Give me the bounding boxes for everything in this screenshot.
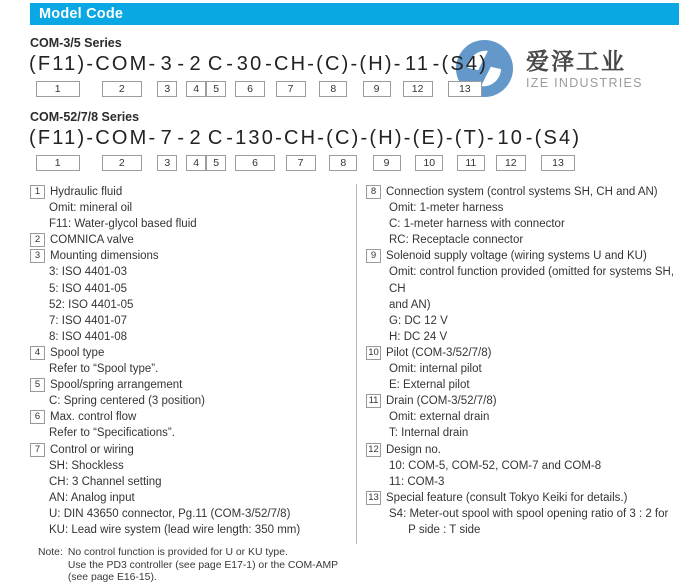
definition-line: SH: Shockless (49, 459, 124, 472)
code-separator: - (177, 127, 187, 149)
series-2-heading: COM-52/7/8 Series (30, 110, 140, 124)
code-segment-text: (F11) (29, 127, 87, 149)
code-separator: - (360, 127, 370, 149)
code-separator: - (177, 53, 187, 75)
definition-line: E: External pilot (389, 379, 470, 392)
definition-title: Spool type (50, 346, 105, 359)
definition-item (30, 377, 354, 409)
definition-title: Pilot (COM-3/52/7/8) (386, 346, 492, 359)
code-segment-text: (H) (359, 53, 394, 75)
code-segment (284, 126, 317, 171)
definition-line: F11: Water-glycol based fluid (49, 218, 197, 231)
code-index-box: 10 (415, 155, 443, 171)
definition-number-box: 10 (366, 346, 381, 360)
code-separator: - (525, 127, 535, 149)
definition-item (366, 248, 676, 345)
code-index-box: 4 (186, 81, 206, 97)
code-index-box: 4 (186, 155, 206, 171)
code-separator: - (317, 127, 327, 149)
code-segment-text: (S4) (534, 127, 582, 149)
code-separator: - (86, 53, 96, 75)
code-index-box: 5 (206, 155, 226, 171)
series-1-heading: COM-3/5 Series (30, 36, 122, 50)
code-segment (157, 52, 177, 97)
model-code-row-1 (29, 52, 488, 97)
code-segment-text: 3 (160, 53, 174, 75)
code-segment (326, 126, 360, 171)
definition-title-row (366, 442, 676, 458)
definition-number-box: 4 (30, 346, 45, 360)
definition-line: P side : T side (389, 523, 481, 536)
definition-line: CH: 3 Channel setting (49, 475, 162, 488)
page-title: Model Code (39, 6, 124, 22)
definition-title-row (30, 232, 354, 248)
code-index-box: 8 (329, 155, 357, 171)
definition-line: 3: ISO 4401-03 (49, 266, 127, 279)
definition-number-box: 9 (366, 249, 381, 263)
definition-line: 8: ISO 4401-08 (49, 330, 127, 343)
code-segment-text: 2 (189, 53, 203, 75)
code-index-box: 1 (36, 155, 80, 171)
definition-number-box: 2 (30, 233, 45, 247)
code-segment (316, 52, 350, 97)
code-separator: - (275, 127, 284, 149)
definition-number-box: 13 (366, 491, 381, 505)
definition-title-row (366, 345, 676, 361)
definition-number-box: 3 (30, 249, 45, 263)
code-separator: - (265, 53, 274, 75)
note-line: No control function is provided for U or KU type. (67, 547, 288, 559)
code-separator: - (226, 127, 236, 149)
definition-number-box: 11 (366, 394, 381, 408)
definition-item (366, 442, 676, 490)
code-segment (535, 126, 582, 171)
code-separator: - (226, 53, 236, 75)
code-separator: - (432, 53, 442, 75)
note-label: Note: (38, 547, 63, 559)
definition-title-row (30, 377, 354, 393)
definition-line: Omit: internal pilot (389, 363, 482, 376)
definition-item (366, 490, 676, 538)
code-segment (235, 126, 275, 171)
code-index-box: 13 (448, 81, 482, 97)
code-segment (455, 126, 487, 171)
code-segment (157, 126, 177, 171)
definition-line: 11: COM-3 (389, 475, 445, 488)
definition-title: COMNICA valve (50, 234, 134, 247)
code-segment-text: (C) (326, 127, 361, 149)
definition-line: Omit: mineral oil (49, 202, 133, 215)
definition-line: RC: Receptacle connector (389, 234, 524, 247)
definitions-right-column (366, 184, 676, 538)
definition-line: 5: ISO 4401-05 (49, 282, 127, 295)
definition-line: G: DC 12 V (389, 314, 448, 327)
code-segment-text: COM (95, 127, 149, 149)
code-segment-text: (S4) (441, 53, 489, 75)
section-header-bar (30, 3, 679, 25)
definition-title: Connection system (control systems SH, CH and AN) (386, 186, 658, 198)
code-index-box: 11 (457, 155, 485, 171)
code-segment (206, 52, 226, 97)
definition-line: Omit: external drain (389, 411, 490, 424)
definition-title-row (30, 248, 354, 264)
code-segment-text: (T) (454, 127, 487, 149)
code-index-box: 3 (157, 155, 177, 171)
definition-title: Mounting dimensions (50, 250, 159, 263)
code-segment-text: 2 (189, 127, 203, 149)
code-segment-text: 7 (160, 127, 174, 149)
definition-title: Hydraulic fluid (50, 186, 123, 198)
logo-chinese-name: 爱泽工业 (526, 47, 626, 74)
code-segment (413, 126, 446, 171)
definition-item (366, 393, 676, 441)
definition-title-row (30, 442, 354, 458)
definition-number-box: 7 (30, 443, 45, 457)
code-separator: - (307, 53, 317, 75)
note-lines (68, 547, 354, 585)
code-index-box: 1 (36, 81, 80, 97)
definition-line: Omit: 1-meter harness (389, 202, 504, 215)
definition-line: 10: COM-5, COM-52, COM-7 and COM-8 (389, 459, 602, 472)
code-segment-text: CH (283, 127, 318, 149)
column-divider (356, 184, 357, 544)
code-segment-text: (C) (316, 53, 351, 75)
code-separator: - (86, 127, 96, 149)
definition-line: T: Internal drain (389, 427, 469, 440)
code-index-box: 6 (235, 81, 265, 97)
definition-item (366, 345, 676, 393)
definition-item (366, 184, 676, 248)
definition-line: KU: Lead wire system (lead wire length: 350 mm) (49, 523, 301, 536)
code-segment (186, 126, 206, 171)
code-index-box: 7 (286, 155, 316, 171)
code-segment-text: (H) (369, 127, 404, 149)
definition-title-row (366, 248, 676, 264)
definition-line: Omit: control function provided (omitted for systems SH, CH (389, 266, 678, 295)
definition-title-row (366, 490, 676, 506)
definition-line: C: 1-meter harness with connector (389, 218, 565, 231)
code-index-box: 3 (157, 81, 177, 97)
definition-title-row (30, 345, 354, 361)
definition-title: Control or wiring (50, 443, 134, 456)
code-segment-text: (E) (412, 127, 446, 149)
definition-title-row (366, 393, 676, 409)
code-segment (235, 52, 265, 97)
definition-line: 52: ISO 4401-05 (49, 298, 134, 311)
definition-line: and AN) (389, 298, 431, 311)
code-segment (496, 126, 526, 171)
code-index-box: 13 (541, 155, 575, 171)
code-index-box: 5 (206, 81, 226, 97)
code-separator: - (486, 127, 496, 149)
code-segment (359, 52, 393, 97)
code-separator: - (445, 127, 455, 149)
definition-number-box: 12 (366, 443, 381, 457)
definition-line: Refer to “Specifications”. (49, 427, 175, 440)
code-segment-text: C (207, 127, 225, 149)
code-index-box: 9 (373, 155, 401, 171)
code-segment-text: 30 (236, 53, 264, 75)
logo-text (526, 48, 643, 90)
code-separator: - (148, 127, 158, 149)
code-index-box: 7 (276, 81, 306, 97)
code-separator: - (350, 53, 360, 75)
definition-item (30, 409, 354, 441)
definition-line: C: Spring centered (3 position) (49, 395, 205, 408)
definition-title: Drain (COM-3/52/7/8) (386, 395, 497, 408)
code-segment (29, 52, 86, 97)
definition-title: Max. control flow (50, 411, 137, 424)
code-separator: - (148, 53, 158, 75)
definition-line: S4: Meter-out spool with spool opening ratio of 3 : 2 for (389, 507, 669, 520)
code-segment (206, 126, 226, 171)
code-segment-text: CH (273, 53, 308, 75)
code-segment-text: 11 (405, 53, 431, 75)
code-index-box: 6 (235, 155, 275, 171)
code-segment (29, 126, 86, 171)
note-line: Use the PD3 controller (see page E17-1) or the COM-AMP (67, 559, 339, 571)
logo-english-name: IZE INDUSTRIES (526, 75, 643, 90)
code-index-box: 12 (496, 155, 526, 171)
definition-title: Design no. (386, 443, 441, 456)
definition-item (30, 184, 354, 232)
code-segment-text: (F11) (29, 53, 87, 75)
note (30, 547, 354, 585)
code-index-box: 8 (319, 81, 347, 97)
code-separator: - (403, 127, 413, 149)
code-segment (442, 52, 489, 97)
code-index-box: 2 (102, 155, 142, 171)
definition-number-box: 5 (30, 378, 45, 392)
code-separator: - (393, 53, 403, 75)
definition-title: Solenoid supply voltage (wiring systems U and KU) (386, 250, 647, 263)
code-index-box: 12 (403, 81, 433, 97)
code-segment (274, 52, 307, 97)
definition-item (30, 248, 354, 345)
definition-number-box: 8 (366, 185, 381, 199)
definition-number-box: 1 (30, 185, 45, 199)
definitions-left-column (30, 184, 354, 585)
definition-title: Spool/spring arrangement (50, 379, 183, 392)
code-segment-text: COM (95, 53, 149, 75)
definition-item (30, 442, 354, 539)
definition-title-row (366, 184, 676, 200)
code-segment (95, 52, 148, 97)
definition-line: AN: Analog input (49, 491, 135, 504)
code-segment (186, 52, 206, 97)
code-index-box: 2 (102, 81, 142, 97)
code-segment-text: C (207, 53, 225, 75)
definition-title: Special feature (consult Tokyo Keiki for details.) (386, 491, 628, 504)
definition-item (30, 232, 354, 248)
definition-title-row (30, 184, 354, 200)
definition-line: H: DC 24 V (389, 330, 448, 343)
definition-number-box: 6 (30, 410, 45, 424)
definition-line: Refer to “Spool type”. (49, 363, 159, 376)
definition-item (30, 345, 354, 377)
code-segment (95, 126, 148, 171)
code-segment-text: 10 (497, 127, 525, 149)
code-index-box: 9 (363, 81, 391, 97)
model-code-row-2 (29, 126, 581, 171)
code-segment-text: 130 (235, 127, 276, 149)
definition-title-row (30, 409, 354, 425)
code-segment (403, 52, 433, 97)
note-line: (see page E16-15). (67, 572, 157, 584)
definition-line: 7: ISO 4401-07 (49, 314, 127, 327)
code-segment (369, 126, 403, 171)
definition-line: U: DIN 43650 connector, Pg.11 (COM-3/52/7/8) (49, 507, 291, 520)
